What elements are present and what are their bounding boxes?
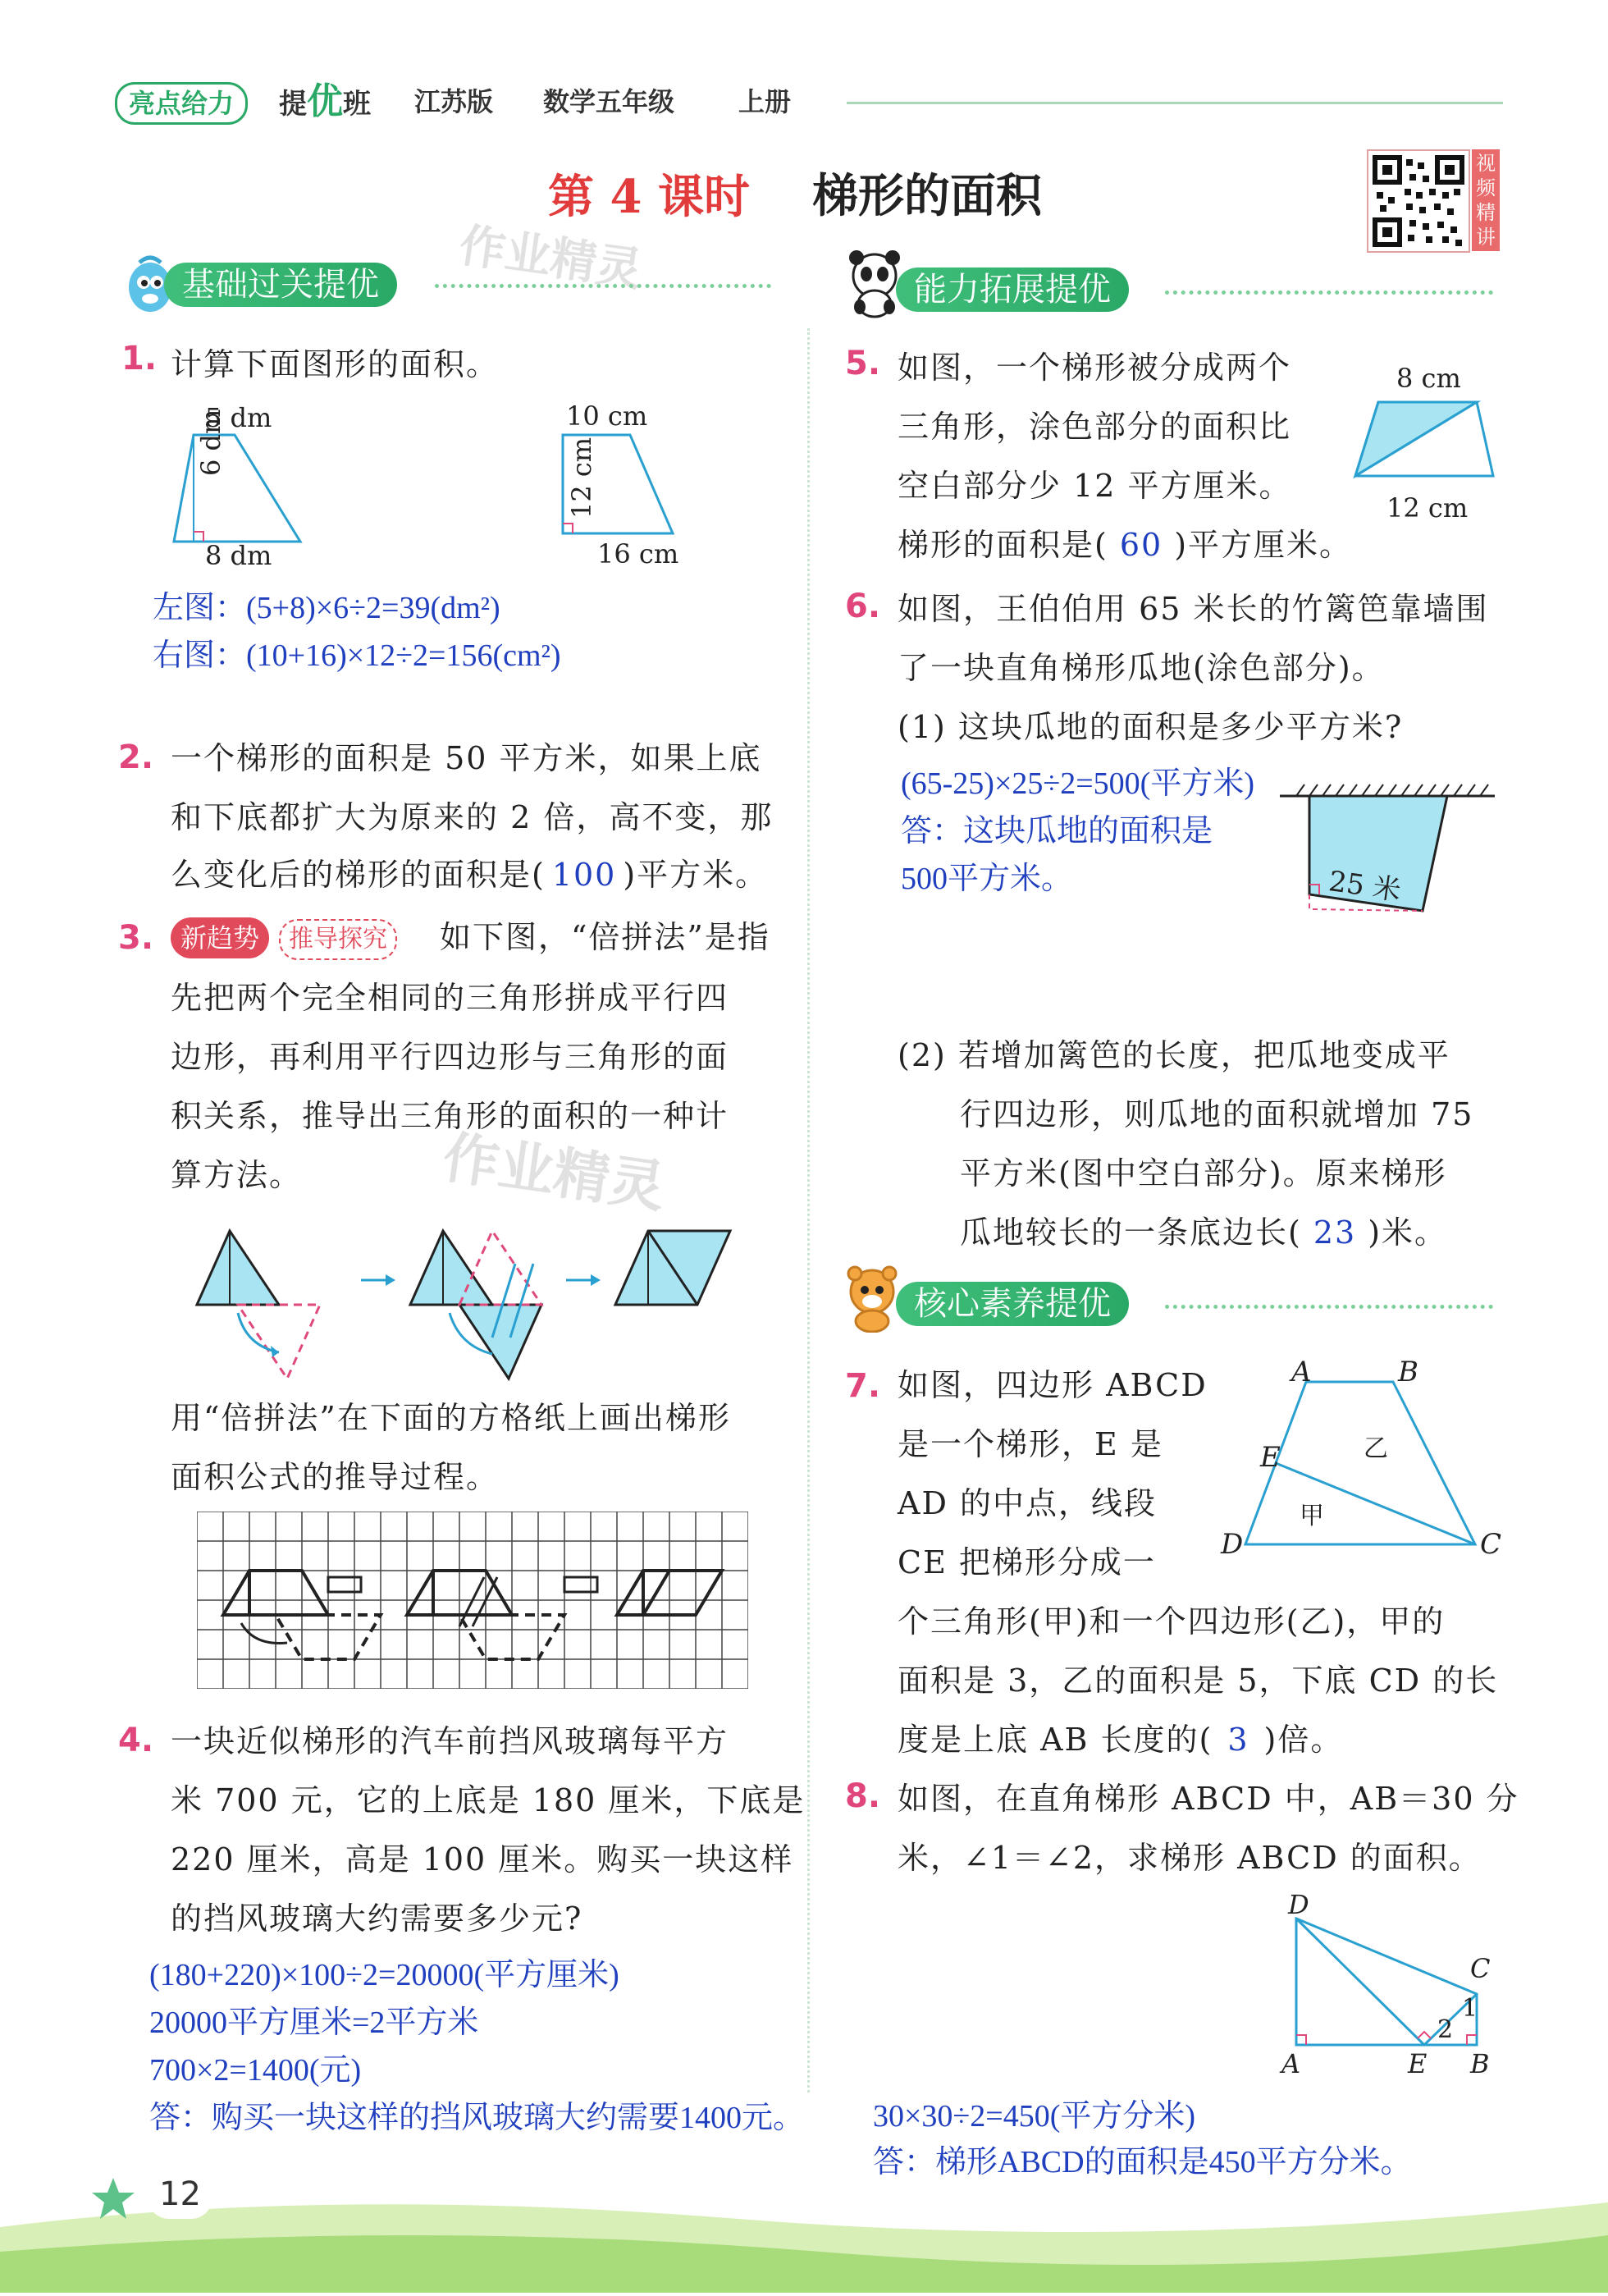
q7-label-E: E — [1260, 1441, 1281, 1474]
question-text-part: )米。 — [1368, 1214, 1448, 1251]
question-text: 如图，在直角梯形 ABCD 中，AB＝30 分 — [898, 1781, 1519, 1817]
question-text — [960, 1203, 1447, 1262]
question-text: 一个梯形的面积是 50 平方米，如果上底 — [171, 740, 762, 776]
q7-label-jia: 甲 — [1300, 1502, 1324, 1530]
watermark: 作业精灵 — [455, 218, 646, 298]
answer-text: 答：梯形ABCD的面积是450平方分米。 — [873, 2145, 1412, 2179]
answer-blank: 60 — [1119, 527, 1163, 563]
star-icon — [89, 2175, 138, 2227]
question-text-part: )倍。 — [1263, 1722, 1344, 1758]
question-text: 一块近似梯形的汽车前挡风玻璃每平方 — [171, 1723, 729, 1759]
question-text: CE 把梯形分成一 — [898, 1544, 1156, 1580]
brand-badge: 亮点给力 — [115, 82, 248, 125]
question-number: 5. — [845, 345, 881, 382]
q1-left-top-label: 5 dm — [205, 402, 272, 433]
q5-trapezoid-figure — [1345, 386, 1510, 501]
answer-text: 右图：(10+16)×12÷2=156(cm²) — [153, 638, 561, 673]
q5-top-label: 8 cm — [1396, 363, 1461, 394]
question-text: 如图，四边形 ABCD — [898, 1367, 1208, 1403]
section-divider — [435, 284, 771, 288]
subject: 数学五年级 — [543, 86, 675, 117]
section-ability-title: 能力拓展提优 — [896, 268, 1129, 312]
q8-label-angle2: 2 — [1437, 2015, 1454, 2044]
watermark: 作业精灵 — [438, 1125, 669, 1221]
header-rule — [847, 102, 1503, 104]
answer-blank: 23 — [1313, 1214, 1357, 1251]
q7-label-D: D — [1221, 1528, 1244, 1561]
question-text-part: )平方厘米。 — [1174, 527, 1353, 563]
question-text: (1) 这块瓜地的面积是多少平方米? — [898, 709, 1404, 745]
question-text-part: 度是上底 AB 长度的( — [898, 1722, 1213, 1758]
q5-bottom-label: 12 cm — [1386, 492, 1469, 524]
question-text: 是一个梯形，E 是 — [898, 1426, 1163, 1462]
question-text: 先把两个完全相同的三角形拼成平行四 — [171, 980, 729, 1016]
header — [115, 79, 1510, 128]
question-text: 计算下面图形的面积。 — [171, 346, 500, 382]
q1-left-height-label: 6 dm — [195, 409, 226, 476]
question-number: 1. — [121, 340, 158, 377]
question-text: 边形，再利用平行四边形与三角形的面 — [171, 1039, 729, 1075]
question-text: 如图，王伯伯用 65 米长的竹篱笆靠墙围 — [898, 591, 1489, 627]
question-number: 7. — [845, 1367, 881, 1405]
question-text: (2) 若增加篱笆的长度，把瓜地变成平 — [898, 1037, 1450, 1073]
question-text: 米，∠1＝∠2，求梯形 ABCD 的面积。 — [898, 1840, 1482, 1876]
question-text: 用“倍拼法”在下面的方格纸上画出梯形 — [171, 1400, 731, 1436]
lesson-title: 梯形的面积 — [812, 170, 1042, 223]
answer-text: (65-25)×25÷2=500(平方米) — [901, 766, 1254, 801]
answer-text: (180+220)×100÷2=20000(平方厘米) — [149, 1958, 619, 1992]
q8-label-angle1: 1 — [1462, 1994, 1478, 2023]
question-text — [898, 1710, 1343, 1769]
question-text — [171, 845, 768, 904]
question-text: 空白部分少 12 平方厘米。 — [898, 468, 1292, 504]
column-divider — [807, 328, 810, 2092]
tiger-icon — [842, 1264, 902, 1333]
answer-text: 30×30÷2=450(平方分米) — [873, 2099, 1196, 2134]
question-text: 个三角形(甲)和一个四边形(乙)，甲的 — [898, 1603, 1446, 1640]
q7-label-yi: 乙 — [1364, 1434, 1388, 1463]
q7-label-A: A — [1291, 1356, 1312, 1388]
page-number: 12 — [148, 2170, 212, 2219]
question-text: 和下底都扩大为原来的 2 倍，高不变，那 — [171, 799, 774, 835]
q8-label-B: B — [1470, 2048, 1490, 2079]
qr-side-text: 视频精讲 — [1472, 149, 1500, 251]
question-text-part: )平方米。 — [623, 857, 769, 893]
question-text: 行四边形，则瓜地的面积就增加 75 — [960, 1096, 1474, 1132]
panda-icon — [845, 249, 904, 318]
answer-text: 左图：(5+8)×6÷2=39(dm²) — [153, 591, 500, 625]
question-text: 如下图，“倍拼法”是指 — [440, 919, 770, 955]
section-core-title: 核心素养提优 — [896, 1282, 1129, 1326]
tag-derivation: 推导探究 — [279, 919, 397, 960]
brand-ban: 班 — [343, 88, 371, 121]
edition: 江苏版 — [414, 86, 494, 117]
question-text-part: 梯形的面积是( — [898, 527, 1108, 563]
question-text: AD 的中点，线段 — [898, 1485, 1157, 1521]
question-text: 面积是 3，乙的面积是 5，下底 CD 的长 — [898, 1663, 1499, 1699]
q1-left-bottom-label: 8 dm — [205, 540, 272, 571]
answer-text: 700×2=1400(元) — [149, 2053, 362, 2088]
question-text: 面积公式的推导过程。 — [171, 1459, 500, 1495]
answer-blank: 100 — [551, 857, 617, 893]
answer-text: 答：这块瓜地的面积是 — [901, 814, 1213, 848]
question-number: 4. — [118, 1722, 154, 1759]
question-text: 算方法。 — [171, 1157, 303, 1193]
section-divider — [1165, 290, 1493, 295]
question-text: 220 厘米，高是 100 厘米。购买一块这样 — [171, 1841, 794, 1878]
q8-label-E: E — [1408, 2048, 1428, 2079]
q8-label-C: C — [1470, 1953, 1491, 1984]
volume: 上册 — [738, 86, 792, 117]
q3-grid-paper — [197, 1512, 748, 1689]
question-text: 三角形，涂色部分的面积比 — [898, 409, 1292, 445]
question-text: 了一块直角梯形瓜地(涂色部分)。 — [898, 650, 1385, 686]
question-text: 如图，一个梯形被分成两个 — [898, 350, 1292, 386]
answer-text: 答：购买一块这样的挡风玻璃大约需要1400元。 — [149, 2101, 805, 2135]
question-text-part: 瓜地较长的一条底边长( — [960, 1214, 1302, 1251]
question-text: 的挡风玻璃大约需要多少元? — [171, 1900, 583, 1937]
answer-text: 20000平方厘米=2平方米 — [149, 2006, 479, 2040]
q1-right-top-label: 10 cm — [566, 400, 648, 432]
question-number: 2. — [118, 739, 154, 776]
q8-right-trapezoid-figure — [1280, 1902, 1501, 2066]
q7-label-B: B — [1398, 1356, 1418, 1388]
question-number: 6. — [845, 588, 881, 625]
question-text: 积关系，推导出三角形的面积的一种计 — [171, 1098, 729, 1134]
answer-text: 500平方米。 — [901, 862, 1073, 896]
footer-wave — [0, 2170, 1608, 2293]
qr-code-graphic — [1368, 151, 1469, 251]
q1-right-height-label: 12 cm — [566, 437, 597, 519]
question-text — [898, 515, 1352, 574]
question-text: 米 700 元，它的上底是 180 厘米，下底是 — [171, 1782, 806, 1818]
question-text-part: 么变化后的梯形的面积是( — [171, 857, 546, 893]
brand-you: 优 — [307, 80, 343, 122]
q8-label-D: D — [1288, 1889, 1309, 1920]
q8-label-A: A — [1281, 2048, 1301, 2079]
question-number: 8. — [845, 1777, 881, 1815]
question-text: 平方米(图中空白部分)。原来梯形 — [960, 1155, 1447, 1191]
q7-label-C: C — [1480, 1528, 1502, 1561]
tag-new-trend: 新趋势 — [171, 917, 269, 958]
brand-ti: 提 — [279, 88, 307, 121]
answer-blank: 3 — [1227, 1722, 1249, 1758]
brand-tifuban — [279, 79, 371, 127]
lesson-number: 第 4 课时 — [548, 170, 750, 224]
qr-code[interactable] — [1367, 149, 1470, 253]
q6-figure-label: 25 米 — [1327, 865, 1403, 908]
section-divider — [1165, 1305, 1493, 1309]
q1-right-bottom-label: 16 cm — [597, 538, 679, 569]
section-basic-title: 基础过关提优 — [164, 263, 397, 307]
q3-triangle-doubling-diagram — [189, 1214, 747, 1395]
question-number: 3. — [118, 919, 154, 957]
